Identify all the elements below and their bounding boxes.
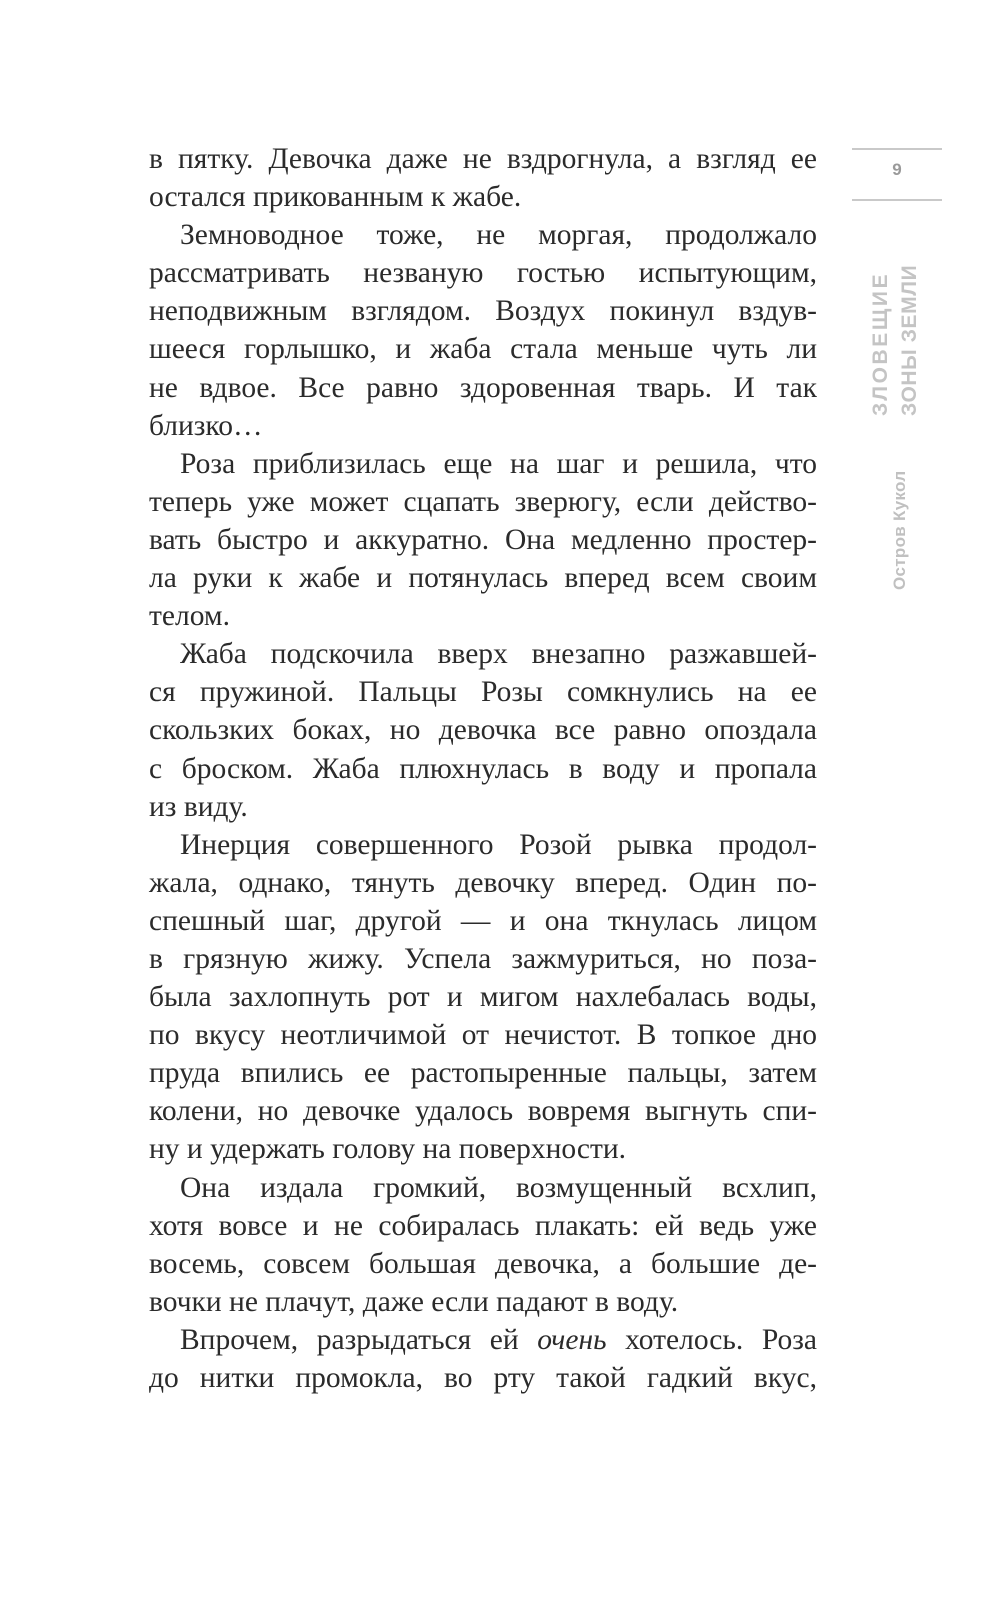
text-line: была захлопнуть рот и мигом нахлебалась воды, [149, 981, 817, 1014]
text-line: шееся горлышко, и жаба стала меньше чуть ли [149, 333, 817, 366]
text-line: скользких боках, но девочка все равно опоздала [149, 714, 817, 747]
text-line: ся пружиной. Пальцы Розы сомкнулись на ее [149, 676, 817, 709]
emphasis-word: очень [537, 1323, 607, 1356]
text-line: Жаба подскочила вверх внезапно разжавшей- [180, 638, 817, 671]
text-line: вать быстро и аккуратно. Она медленно простер- [149, 523, 817, 556]
text-line: телом. [149, 600, 230, 633]
text-line: по вкусу неотличимой от нечистот. В топкое дно [149, 1019, 817, 1052]
text-line: Инерция совершенного Розой рывка продол- [180, 828, 817, 861]
text-line: с броском. Жаба плюхнулась в воду и пропала [149, 752, 817, 785]
text-line: в пятку. Девочка даже не вздрогнула, а взгляд ее [149, 143, 817, 175]
text-line: колени, но девочке удалось вовремя выгнуть спи- [149, 1095, 817, 1128]
text-line: теперь уже может сцапать зверюгу, если действо- [149, 485, 817, 518]
text-line: из виду. [149, 790, 248, 823]
text-line: жала, однако, тянуть девочку вперед. Один по- [149, 866, 817, 899]
text-line: близко… [149, 409, 263, 442]
page-number: 9 [892, 160, 902, 179]
text-line: неподвижным взглядом. Воздух покинул вздув- [149, 295, 817, 328]
text-line: ла руки к жабе и потянулась вперед всем своим [149, 562, 817, 595]
text-line-with-emphasis [149, 1321, 817, 1359]
text-line: до нитки промокла, во рту такой гадкий вкус, [149, 1362, 817, 1394]
text-line: Земноводное тоже, не моргая, продолжало [180, 219, 817, 252]
text-line: Она издала громкий, возмущенный всхлип, [180, 1171, 817, 1204]
book-title: Остров Кукол [890, 470, 909, 590]
series-title-line1: ЗЛОВЕЩИЕ [869, 271, 892, 416]
text-segment: Впрочем, разрыдаться ей [180, 1323, 519, 1356]
text-line: остался прикованным к жабе. [149, 181, 522, 214]
series-title-line2: ЗОНЫ ЗЕМЛИ [898, 264, 921, 416]
header-rule-top [852, 148, 942, 150]
text-line: вочки не плачут, даже если падают в воду. [149, 1285, 679, 1318]
text-line: не вдвое. Все равно здоровенная тварь. И так [149, 371, 817, 404]
text-line: ну и удержать голову на поверхности. [149, 1133, 627, 1166]
text-line: в грязную жижу. Успела зажмуриться, но поза- [149, 942, 817, 975]
text-line: рассматривать незваную гостью испытующим, [149, 257, 817, 290]
text-line: пруда впились ее растопыренные пальцы, затем [149, 1057, 817, 1090]
body-text [149, 140, 817, 1397]
text-line: спешный шаг, другой — и она ткнулась лицом [149, 904, 817, 937]
text-line: Роза приблизилась еще на шаг и решила, что [180, 447, 817, 480]
text-line: хотя вовсе и не собиралась плакать: ей ведь уже [149, 1209, 817, 1242]
header-rule-bottom [852, 199, 942, 201]
text-segment: хотелось. Роза [606, 1323, 817, 1356]
text-line: восемь, совсем большая девочка, а большие де- [149, 1247, 817, 1280]
